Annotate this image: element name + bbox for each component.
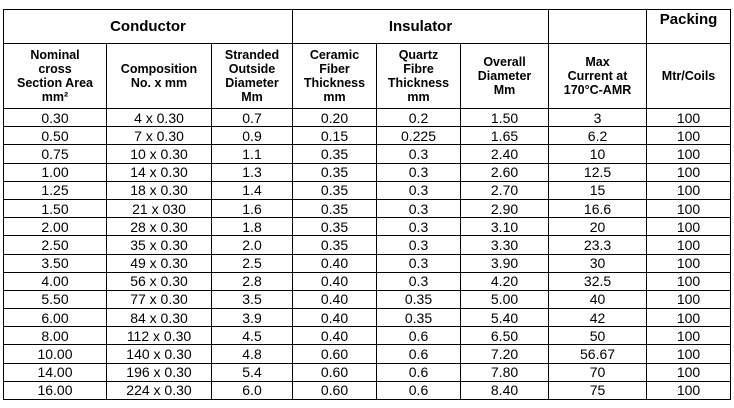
mtr-coils-cell: 100	[647, 199, 731, 217]
header-line: cross	[38, 62, 72, 76]
col-header-nominal-area	[4, 44, 107, 109]
table-row	[4, 327, 731, 345]
max-current-cell: 50	[549, 327, 647, 345]
conductor-group-header: Conductor	[4, 10, 293, 44]
max-current-cell: 23.3	[549, 236, 647, 254]
table-row	[4, 199, 731, 217]
table-row	[4, 181, 731, 199]
table-row	[4, 145, 731, 163]
ceramic-thickness-cell: 0.40	[293, 309, 377, 327]
quartz-thickness-cell: 0.6	[377, 327, 461, 345]
mtr-coils-cell: 100	[647, 272, 731, 290]
overall-diameter-cell: 7.80	[461, 363, 549, 381]
header-line: Outside	[228, 62, 276, 76]
header-line: No. x mm	[130, 76, 188, 90]
mtr-coils-cell: 100	[647, 127, 731, 145]
composition-cell: 84 x 0.30	[107, 309, 212, 327]
ceramic-thickness-cell: 0.40	[293, 272, 377, 290]
header-line: Current at	[567, 69, 628, 83]
stranded-diameter-cell: 1.3	[212, 163, 293, 181]
stranded-diameter-cell: 4.8	[212, 345, 293, 363]
composition-cell: 4 x 0.30	[107, 109, 212, 127]
nominal-area-cell: 0.50	[4, 127, 107, 145]
quartz-thickness-cell: 0.3	[377, 254, 461, 272]
max-current-cell: 16.6	[549, 199, 647, 217]
stranded-diameter-cell: 0.9	[212, 127, 293, 145]
overall-diameter-cell: 5.00	[461, 290, 549, 308]
mtr-coils-cell: 100	[647, 290, 731, 308]
overall-diameter-cell: 6.50	[461, 327, 549, 345]
col-header-max-current	[549, 44, 647, 109]
composition-cell: 140 x 0.30	[107, 345, 212, 363]
stranded-diameter-cell: 1.1	[212, 145, 293, 163]
quartz-thickness-cell: 0.3	[377, 272, 461, 290]
stranded-diameter-cell: 6.0	[212, 381, 293, 399]
mtr-coils-cell: 100	[647, 145, 731, 163]
nominal-area-cell: 1.00	[4, 163, 107, 181]
stranded-diameter-cell: 2.8	[212, 272, 293, 290]
header-line: mm	[407, 90, 430, 104]
mtr-coils-cell: 100	[647, 309, 731, 327]
table-row	[4, 309, 731, 327]
mtr-coils-cell: 100	[647, 381, 731, 399]
stranded-diameter-cell: 5.4	[212, 363, 293, 381]
col-header-overall-diameter	[461, 44, 549, 109]
overall-diameter-cell: 7.20	[461, 345, 549, 363]
ceramic-thickness-cell: 0.35	[293, 218, 377, 236]
overall-diameter-cell: 5.40	[461, 309, 549, 327]
max-current-cell: 3	[549, 109, 647, 127]
overall-diameter-cell: 2.90	[461, 199, 549, 217]
max-current-cell: 32.5	[549, 272, 647, 290]
composition-cell: 7 x 0.30	[107, 127, 212, 145]
max-current-cell: 30	[549, 254, 647, 272]
ceramic-thickness-cell: 0.60	[293, 381, 377, 399]
header-line: Diameter	[225, 76, 279, 90]
nominal-area-cell: 14.00	[4, 363, 107, 381]
mtr-coils-cell: 100	[647, 181, 731, 199]
nominal-area-cell: 8.00	[4, 327, 107, 345]
col-header-quartz-thickness	[377, 44, 461, 109]
table-row	[4, 127, 731, 145]
column-header-row	[4, 44, 731, 109]
table-row	[4, 345, 731, 363]
stranded-diameter-cell: 4.5	[212, 327, 293, 345]
max-current-cell: 70	[549, 363, 647, 381]
header-line: Thickness	[303, 76, 366, 90]
composition-cell: 196 x 0.30	[107, 363, 212, 381]
col-header-stranded-diameter	[212, 44, 293, 109]
stranded-diameter-cell: 1.8	[212, 218, 293, 236]
quartz-thickness-cell: 0.2	[377, 109, 461, 127]
quartz-thickness-cell: 0.3	[377, 163, 461, 181]
composition-cell: 35 x 0.30	[107, 236, 212, 254]
table-row	[4, 163, 731, 181]
stranded-diameter-cell: 3.9	[212, 309, 293, 327]
mtr-coils-cell: 100	[647, 236, 731, 254]
composition-cell: 14 x 0.30	[107, 163, 212, 181]
quartz-thickness-cell: 0.3	[377, 181, 461, 199]
header-line: Fiber	[319, 62, 350, 76]
quartz-thickness-cell: 0.6	[377, 381, 461, 399]
stranded-diameter-cell: 1.6	[212, 199, 293, 217]
quartz-thickness-cell: 0.3	[377, 145, 461, 163]
header-line: Mm	[493, 83, 516, 97]
ceramic-thickness-cell: 0.60	[293, 345, 377, 363]
overall-diameter-cell: 2.60	[461, 163, 549, 181]
table-row	[4, 381, 731, 399]
stranded-diameter-cell: 2.0	[212, 236, 293, 254]
overall-diameter-cell: 8.40	[461, 381, 549, 399]
ceramic-thickness-cell: 0.35	[293, 236, 377, 254]
stranded-diameter-cell: 1.4	[212, 181, 293, 199]
mtr-coils-cell: 100	[647, 109, 731, 127]
overall-diameter-cell: 1.50	[461, 109, 549, 127]
header-line: Quartz	[398, 48, 439, 62]
header-line: Fibre	[403, 62, 434, 76]
max-current-cell: 15	[549, 181, 647, 199]
nominal-area-cell: 16.00	[4, 381, 107, 399]
col-header-composition	[107, 44, 212, 109]
nominal-area-cell: 10.00	[4, 345, 107, 363]
ceramic-thickness-cell: 0.35	[293, 163, 377, 181]
mtr-coils-cell: 100	[647, 218, 731, 236]
header-line: Section Area	[17, 76, 93, 90]
header-line: mm	[323, 90, 346, 104]
max-current-cell: 40	[549, 290, 647, 308]
overall-diameter-cell: 2.70	[461, 181, 549, 199]
stranded-diameter-cell: 3.5	[212, 290, 293, 308]
stranded-diameter-cell: 0.7	[212, 109, 293, 127]
header-line: Stranded	[224, 48, 280, 62]
ceramic-thickness-cell: 0.35	[293, 199, 377, 217]
stranded-diameter-cell: 2.5	[212, 254, 293, 272]
nominal-area-cell: 0.30	[4, 109, 107, 127]
table-row	[4, 290, 731, 308]
col-header-ceramic-thickness	[293, 44, 377, 109]
quartz-thickness-cell: 0.3	[377, 218, 461, 236]
composition-cell: 21 x 030	[107, 199, 212, 217]
composition-cell: 56 x 0.30	[107, 272, 212, 290]
composition-cell: 18 x 0.30	[107, 181, 212, 199]
quartz-thickness-cell: 0.35	[377, 290, 461, 308]
nominal-area-cell: 5.50	[4, 290, 107, 308]
header-line: Mtr/Coils	[661, 69, 716, 83]
mtr-coils-cell: 100	[647, 254, 731, 272]
max-current-cell: 6.2	[549, 127, 647, 145]
nominal-area-cell: 0.75	[4, 145, 107, 163]
max-current-cell: 42	[549, 309, 647, 327]
header-line: Max	[585, 55, 610, 69]
ceramic-thickness-cell: 0.60	[293, 363, 377, 381]
nominal-area-cell: 2.50	[4, 236, 107, 254]
max-current-cell: 20	[549, 218, 647, 236]
max-current-cell: 75	[549, 381, 647, 399]
quartz-thickness-cell: 0.35	[377, 309, 461, 327]
nominal-area-cell: 3.50	[4, 254, 107, 272]
mtr-coils-cell: 100	[647, 163, 731, 181]
mtr-coils-cell: 100	[647, 345, 731, 363]
header-line: 170°C-AMR	[563, 83, 632, 97]
composition-cell: 28 x 0.30	[107, 218, 212, 236]
nominal-area-cell: 1.25	[4, 181, 107, 199]
ceramic-thickness-cell: 0.35	[293, 145, 377, 163]
group-header-row	[4, 10, 731, 44]
mtr-coils-cell: 100	[647, 363, 731, 381]
quartz-thickness-cell: 0.225	[377, 127, 461, 145]
composition-cell: 49 x 0.30	[107, 254, 212, 272]
ceramic-thickness-cell: 0.40	[293, 290, 377, 308]
overall-diameter-cell: 1.65	[461, 127, 549, 145]
current-group-header	[549, 10, 647, 44]
ceramic-thickness-cell: 0.40	[293, 327, 377, 345]
nominal-area-cell: 1.50	[4, 199, 107, 217]
header-line: Composition	[120, 62, 198, 76]
cable-spec-table	[3, 9, 731, 400]
table-row	[4, 254, 731, 272]
overall-diameter-cell: 3.10	[461, 218, 549, 236]
max-current-cell: 10	[549, 145, 647, 163]
header-line: Nominal	[30, 48, 80, 62]
quartz-thickness-cell: 0.6	[377, 363, 461, 381]
max-current-cell: 56.67	[549, 345, 647, 363]
header-line: mm²	[41, 90, 69, 104]
header-line: Thickness	[387, 76, 450, 90]
ceramic-thickness-cell: 0.15	[293, 127, 377, 145]
header-line: Mm	[241, 90, 263, 104]
overall-diameter-cell: 3.30	[461, 236, 549, 254]
table-body	[4, 109, 731, 400]
table-row	[4, 272, 731, 290]
header-line: Ceramic	[309, 48, 360, 62]
ceramic-thickness-cell: 0.20	[293, 109, 377, 127]
ceramic-thickness-cell: 0.40	[293, 254, 377, 272]
header-line: Overall	[483, 55, 526, 69]
composition-cell: 10 x 0.30	[107, 145, 212, 163]
quartz-thickness-cell: 0.3	[377, 236, 461, 254]
table-row	[4, 363, 731, 381]
nominal-area-cell: 4.00	[4, 272, 107, 290]
ceramic-thickness-cell: 0.35	[293, 181, 377, 199]
quartz-thickness-cell: 0.6	[377, 345, 461, 363]
composition-cell: 77 x 0.30	[107, 290, 212, 308]
nominal-area-cell: 2.00	[4, 218, 107, 236]
packing-group-header: Packing	[647, 10, 731, 44]
table-row	[4, 109, 731, 127]
overall-diameter-cell: 4.20	[461, 272, 549, 290]
col-header-mtr-coils	[647, 44, 731, 109]
mtr-coils-cell: 100	[647, 327, 731, 345]
composition-cell: 112 x 0.30	[107, 327, 212, 345]
nominal-area-cell: 6.00	[4, 309, 107, 327]
table-row	[4, 218, 731, 236]
header-line: Diameter	[477, 69, 532, 83]
overall-diameter-cell: 2.40	[461, 145, 549, 163]
composition-cell: 224 x 0.30	[107, 381, 212, 399]
table-row	[4, 236, 731, 254]
quartz-thickness-cell: 0.3	[377, 199, 461, 217]
insulator-group-header: Insulator	[293, 10, 549, 44]
max-current-cell: 12.5	[549, 163, 647, 181]
overall-diameter-cell: 3.90	[461, 254, 549, 272]
